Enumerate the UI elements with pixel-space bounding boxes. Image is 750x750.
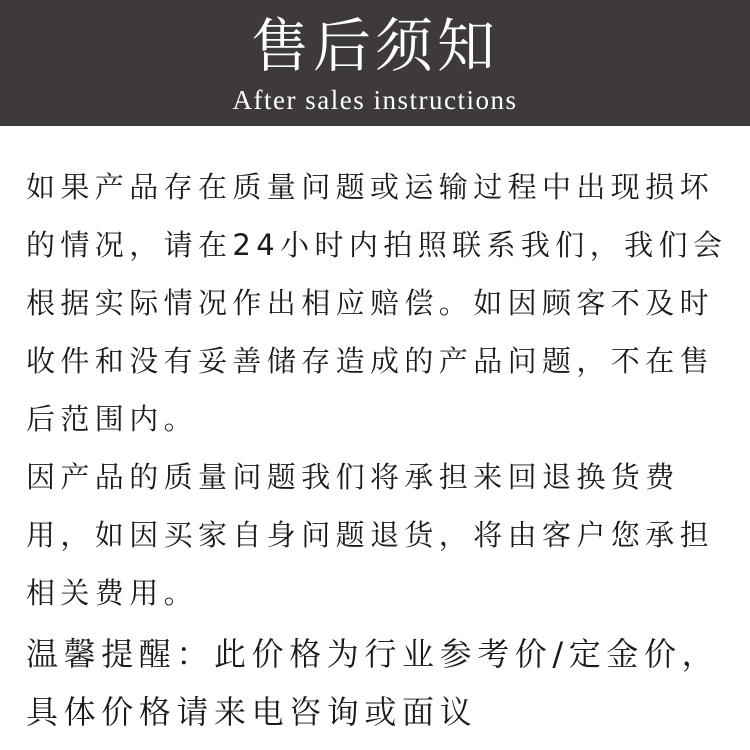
damage-policy-paragraph: 如果产品存在质量问题或运输过程中出现损坏的情况，请在24小时内拍照联系我们，我们会根据实际情况作出相应赔偿。如因顾客不及时收件和没有妥善储存造成的产品问题，不在售后范围内。 [26, 170, 728, 436]
price-tip-paragraph: 温馨提醒：此价格为行业参考价/定金价，具体价格请来电咨询或面议 [26, 635, 720, 731]
instructions-body [26, 158, 736, 741]
return-fee-paragraph: 因产品的质量问题我们将承担来回退换货费用，如因买家自身问题退货，将由客户您承担相关费用。 [26, 460, 715, 610]
page-title: 售后须知 [250, 12, 499, 80]
page-subtitle: After sales instructions [232, 85, 518, 115]
header-banner [0, 0, 750, 126]
